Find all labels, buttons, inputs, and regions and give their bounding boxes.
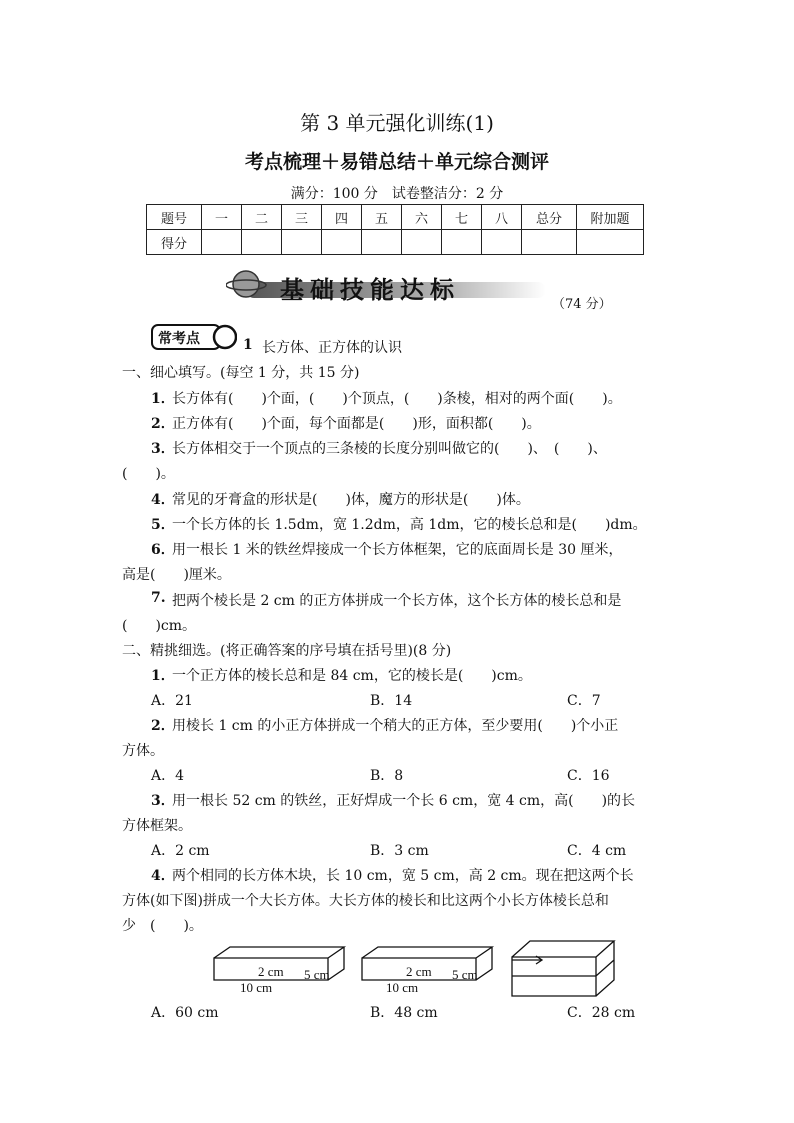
question-text: 把两个棱长是 2 cm 的正方体拼成一个长方体，这个长方体的棱长总和是 [172, 593, 622, 609]
question-text: 用棱长 1 cm 的小正方体拼成一个稍大的正方体，至少要用( )个小正 [172, 718, 619, 734]
figure-label-height: 2 cm [258, 964, 284, 979]
figure-label-length: 10 cm [386, 980, 419, 995]
option-c: C．7 [567, 693, 601, 709]
table-cell: 四 [322, 205, 362, 230]
question-number: 1． [151, 391, 175, 407]
question-text-cont: 方体(如下图)拼成一个大长方体。大长方体的棱长和比这两个小长方体棱长总和 [122, 893, 609, 909]
option-a: A．4 [151, 768, 185, 784]
table-cell: 六 [402, 205, 442, 230]
table-cell[interactable] [362, 230, 402, 255]
question-number: 2． [151, 416, 175, 432]
table-row [147, 205, 644, 230]
question-number: 3． [151, 793, 175, 809]
table-cell: 七 [442, 205, 482, 230]
figure-label-width: 5 cm [304, 967, 330, 982]
option-c: C．16 [567, 768, 610, 784]
section-title: 基础技能达标 [280, 276, 460, 304]
question-text: 长方体有( )个面，( )个顶点，( )条棱，相对的两个面( )。 [172, 391, 622, 407]
question-number: 3． [151, 441, 175, 457]
option-b: B．14 [370, 693, 413, 709]
table-cell: 总分 [522, 205, 577, 230]
table-cell[interactable] [522, 230, 577, 255]
table-cell[interactable] [577, 230, 644, 255]
cuboid-figure [200, 934, 660, 998]
question-text-cont: 方体。 [122, 743, 164, 759]
question-number: 5． [151, 517, 175, 533]
table-cell[interactable] [282, 230, 322, 255]
question-number: 2． [151, 718, 175, 734]
page-title: 第 3 单元强化训练(1) [300, 111, 494, 135]
topic-number: 1 [243, 337, 253, 353]
table-cell: 得分 [147, 230, 202, 255]
table-cell[interactable] [442, 230, 482, 255]
table-cell: 一 [202, 205, 242, 230]
page-subtitle: 考点梳理＋易错总结＋单元综合测评 [244, 151, 549, 173]
question-text-cont: ( )cm。 [122, 618, 197, 634]
topic-text: 长方体、正方体的认识 [262, 340, 402, 356]
score-line: 满分：100 分 试卷整洁分：2 分 [290, 186, 504, 202]
table-cell[interactable] [202, 230, 242, 255]
question-number: 4． [151, 868, 175, 884]
question-text-cont: 方体框架。 [122, 818, 192, 834]
score-table [146, 204, 644, 255]
table-cell: 五 [362, 205, 402, 230]
question-text: 两个相同的长方体木块，长 10 cm，宽 5 cm，高 2 cm。现在把这两个长 [172, 868, 634, 884]
part2-heading: 二、精挑细选。(将正确答案的序号填在括号里)(8 分) [122, 643, 452, 659]
option-c: C．4 cm [567, 843, 627, 859]
question-number: 1． [151, 668, 175, 684]
question-text: 用一根长 1 米的铁丝焊接成一个长方体框架，它的底面周长是 30 厘米， [172, 542, 623, 558]
option-a: A．60 cm [151, 1005, 219, 1021]
question-number: 6． [151, 542, 175, 558]
question-number: 4． [151, 492, 175, 508]
question-text: 正方体有( )个面，每个面都是( )形，面积都( )。 [172, 416, 541, 432]
option-c: C．28 cm [567, 1005, 636, 1021]
question-number: 7. [151, 590, 166, 606]
table-cell[interactable] [482, 230, 522, 255]
question-text: 常见的牙膏盒的形状是( )体，魔方的形状是( )体。 [172, 492, 530, 508]
option-b: B．48 cm [370, 1005, 438, 1021]
tag-label: 常考点 [158, 331, 200, 347]
table-cell[interactable] [242, 230, 282, 255]
table-row [147, 230, 644, 255]
table-cell: 二 [242, 205, 282, 230]
table-cell[interactable] [322, 230, 362, 255]
figure-label-height: 2 cm [406, 964, 432, 979]
table-cell: 题号 [147, 205, 202, 230]
question-text: 用一根长 52 cm 的铁丝，正好焊成一个长 6 cm，宽 4 cm，高( )的长 [172, 793, 636, 809]
question-text: 长方体相交于一个顶点的三条棱的长度分别叫做它的( )、 ( )、 [172, 441, 607, 457]
table-cell[interactable] [402, 230, 442, 255]
table-cell: 三 [282, 205, 322, 230]
figure-label-length: 10 cm [240, 980, 273, 995]
part1-heading: 一、细心填写。(每空 1 分，共 15 分) [122, 365, 360, 381]
question-text-cont: 高是( )厘米。 [122, 567, 231, 583]
section-points: （74 分） [552, 297, 612, 312]
option-b: B．3 cm [370, 843, 429, 859]
table-cell: 八 [482, 205, 522, 230]
figure-label-width: 5 cm [452, 967, 478, 982]
question-text-cont: 少 ( )。 [122, 918, 203, 934]
question-text: 一个正方体的棱长总和是 84 cm，它的棱长是( )cm。 [172, 668, 532, 684]
table-cell: 附加题 [577, 205, 644, 230]
question-text: 一个长方体的长 1.5dm，宽 1.2dm，高 1dm，它的棱长总和是( )dm。 [172, 517, 647, 533]
option-a: A．2 cm [151, 843, 210, 859]
option-a: A．21 [151, 693, 193, 709]
question-text-cont: ( )。 [122, 466, 175, 482]
option-b: B．8 [370, 768, 404, 784]
planet-icon [233, 271, 259, 297]
